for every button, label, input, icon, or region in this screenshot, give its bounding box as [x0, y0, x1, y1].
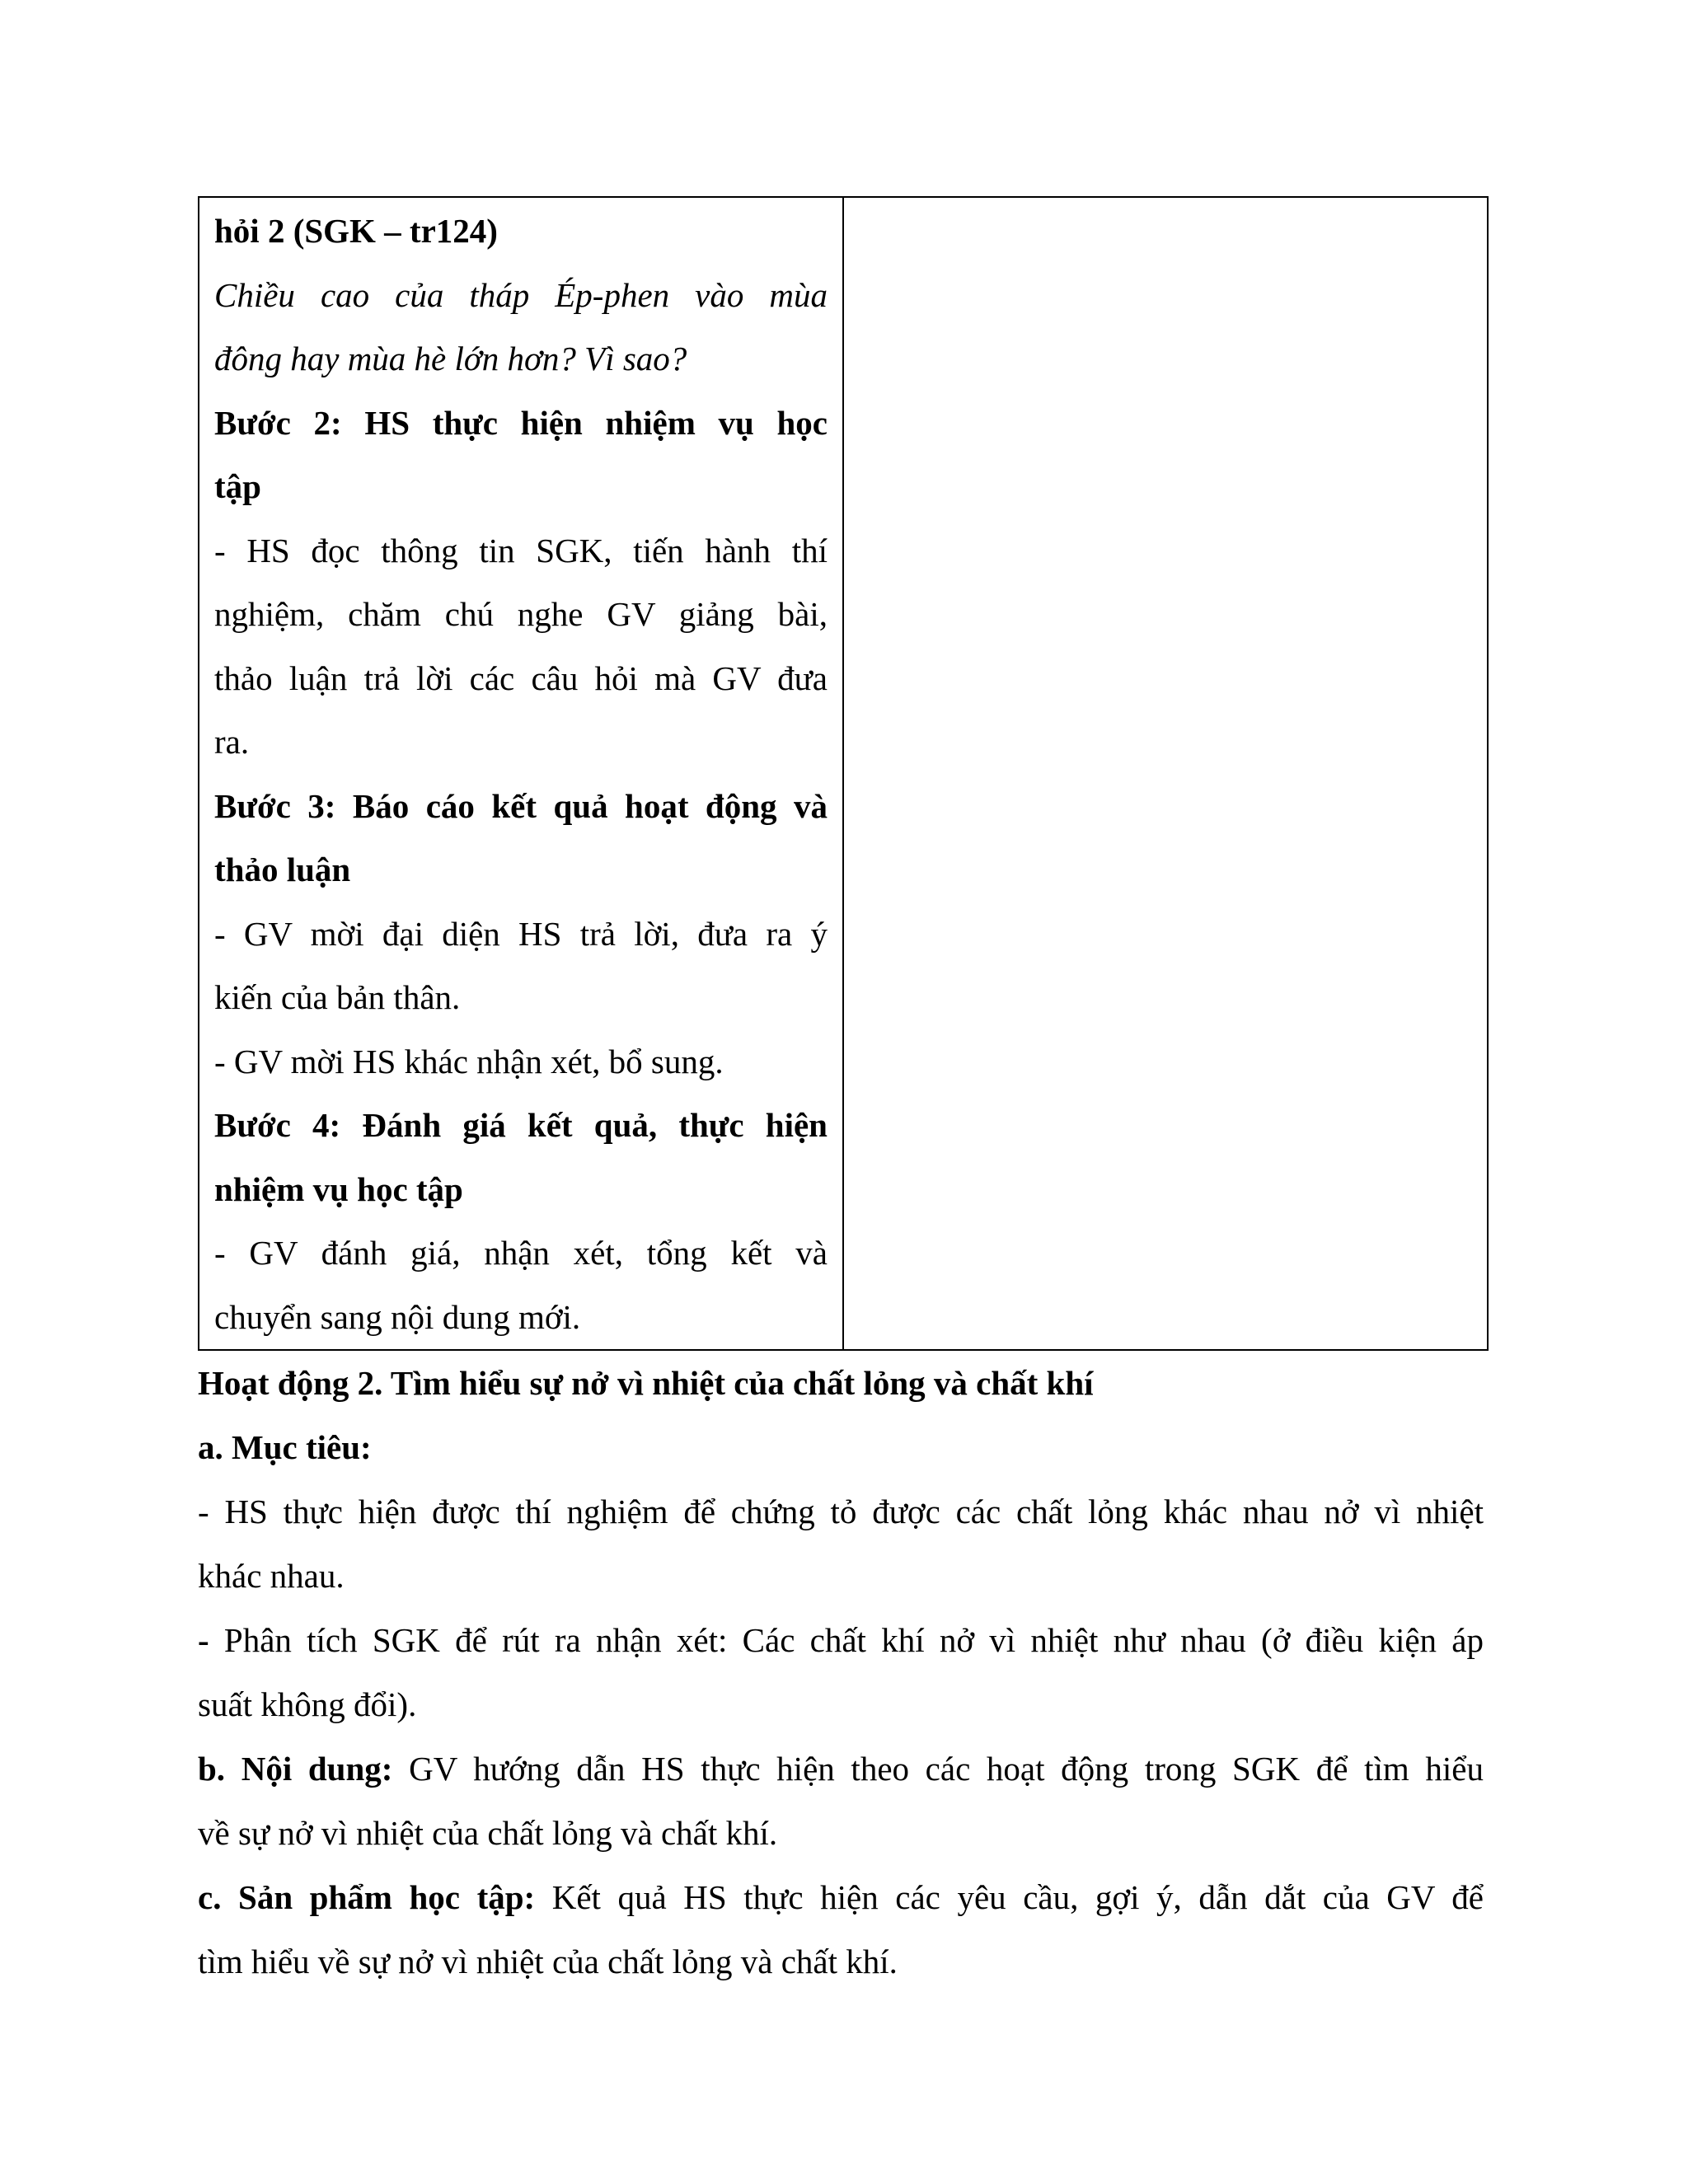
bullet-dash: - — [198, 1621, 209, 1659]
document-page — [198, 196, 1484, 1994]
table-text-line: Chiều cao của tháp Ép-phen vào mùa — [214, 275, 828, 314]
activity-heading: Hoạt động 2. Tìm hiểu sự nở vì nhiệt của chất lỏng và chất khí — [198, 1364, 1094, 1402]
objective-text — [198, 1608, 1484, 1672]
table-text-line: đông hay mùa hè lớn hơn? Vì sao? — [214, 340, 687, 377]
table-row — [199, 197, 1488, 1350]
table-text-line: - GV đánh giá, nhận xét, tổng kết và — [214, 1234, 828, 1272]
product-label: c. Sản phẩm học tập: — [198, 1878, 536, 1916]
table-text-line: thảo luận trả lời các câu hỏi mà GV đưa — [214, 658, 828, 697]
table-text-line: hỏi 2 (SGK – tr124) — [214, 212, 498, 250]
activity-2-section — [198, 1351, 1484, 1994]
objective-text: khác nhau. — [198, 1557, 345, 1595]
product-text: Kết quả HS thực hiện các yêu cầu, gợi ý, dẫn dắt của GV để — [535, 1878, 1484, 1916]
product-paragraph — [198, 1865, 1484, 1929]
product-text: tìm hiểu về sự nở vì nhiệt của chất lỏng và chất khí. — [198, 1943, 898, 1980]
activity-steps — [199, 198, 842, 1349]
content-text: về sự nở vì nhiệt của chất lỏng và chất khí. — [198, 1814, 778, 1852]
table-text-line: kiến của bản thân. — [214, 978, 461, 1016]
expected-result-cell — [843, 197, 1488, 1350]
table-text-line: nhiệm vụ học tập — [214, 1169, 463, 1208]
content-text: GV hướng dẫn HS thực hiện theo các hoạt động trong SGK để tìm hiểu — [392, 1750, 1484, 1788]
content-paragraph — [198, 1736, 1484, 1801]
table-text-line: nghiệm, chăm chú nghe GV giảng bài, — [214, 595, 828, 633]
table-text-line: chuyển sang nội dung mới. — [214, 1297, 581, 1336]
table-text-line: thảo luận — [214, 851, 351, 888]
table-text-line: - GV mời đại diện HS trả lời, đưa ra ý — [214, 914, 828, 953]
content-label: b. Nội dung: — [198, 1750, 393, 1788]
table-text-line: ra. — [214, 723, 250, 761]
table-text-line: tập — [214, 467, 261, 505]
table-text-line: Bước 2: HS thực hiện nhiệm vụ học — [214, 403, 828, 442]
objective-text-body: Phân tích SGK để rút ra nhận xét: Các chất khí nở vì nhiệt như nhau (ở điều kiện áp — [209, 1621, 1484, 1659]
table-text-line: - HS đọc thông tin SGK, tiến hành thí — [214, 531, 828, 569]
table-text-line: Bước 3: Báo cáo kết quả hoạt động và — [214, 786, 828, 825]
table-text-line: - GV mời HS khác nhận xét, bổ sung. — [214, 1042, 724, 1080]
objective-label: a. Mục tiêu: — [198, 1428, 372, 1466]
objective-text: - HS thực hiện được thí nghiệm để chứng tỏ được các chất lỏng khác nhau nở vì nhiệt — [198, 1493, 1484, 1530]
lesson-table — [198, 196, 1489, 1351]
objective-text: suất không đổi). — [198, 1685, 417, 1723]
table-text-line: Bước 4: Đánh giá kết quả, thực hiện — [214, 1106, 828, 1144]
teacher-student-activity-cell — [199, 197, 843, 1350]
